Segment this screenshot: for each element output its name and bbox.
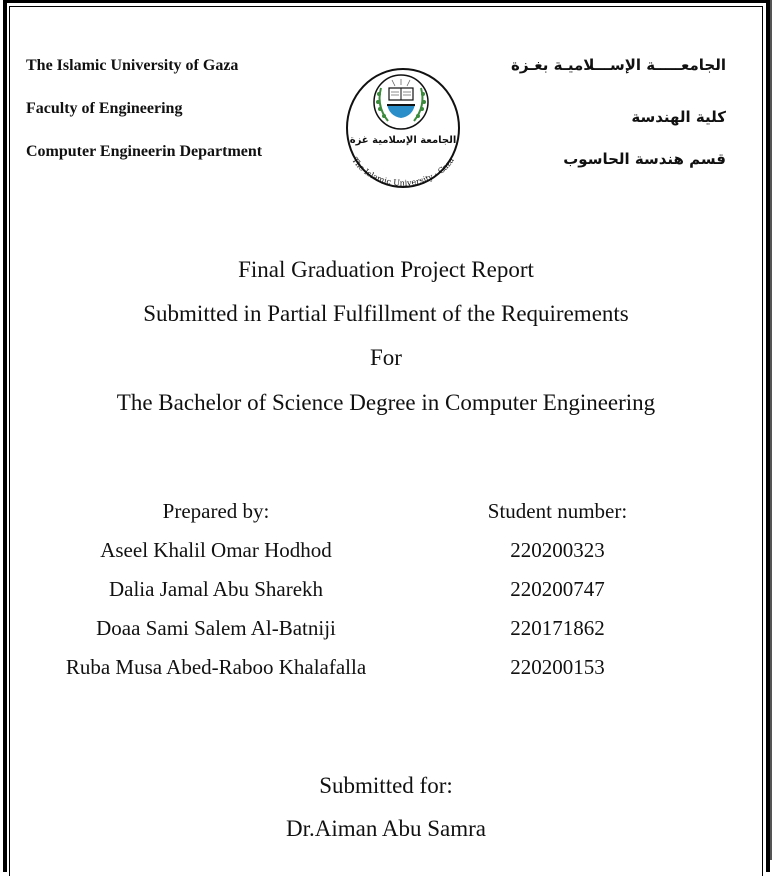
department-name-ar: قسم هندسة الحاسوب	[563, 150, 726, 168]
faculty-name-en: Faculty of Engineering	[26, 100, 183, 117]
students-numbers-column	[460, 498, 655, 693]
department-name-en: Computer Engineerin Department	[26, 143, 263, 160]
report-for: For	[370, 345, 402, 370]
prepared-by-label: Prepared by:	[162, 499, 270, 523]
report-subtitle: Submitted in Partial Fulfillment of the Requirements	[143, 301, 629, 326]
student-name: Aseel Khalil Omar Hodhod	[100, 538, 332, 562]
student-number: 220200153	[510, 655, 605, 679]
university-seal-icon	[343, 66, 463, 191]
student-name: Doaa Sami Salem Al-Batniji	[96, 616, 336, 640]
seal-arabic-text: الجامعة الإسلامية غزة	[349, 135, 457, 146]
university-name-ar: الجامعـــــة الإســـلاميـة بغـزة	[510, 56, 726, 74]
student-name: Dalia Jamal Abu Sharekh	[108, 577, 324, 601]
seal-ring-text: The Islamic University · Gaza	[350, 155, 456, 188]
faculty-name-ar: كلية الهندسة	[631, 108, 726, 126]
report-title: Final Graduation Project Report	[238, 257, 534, 282]
university-seal-logo	[343, 66, 463, 191]
student-number: 220200747	[510, 577, 605, 601]
supervisor-name: Dr.Aiman Abu Samra	[286, 816, 486, 841]
submitted-for-label: Submitted for:	[319, 773, 453, 798]
university-name-en: The Islamic University of Gaza	[26, 57, 239, 74]
degree-title: The Bachelor of Science Degree in Computer Engineering	[116, 390, 656, 415]
student-name: Ruba Musa Abed-Raboo Khalafalla	[65, 655, 367, 679]
student-number-label: Student number:	[487, 499, 628, 523]
student-number: 220200323	[510, 538, 605, 562]
students-names-column	[40, 498, 392, 693]
student-number: 220171862	[510, 616, 605, 640]
